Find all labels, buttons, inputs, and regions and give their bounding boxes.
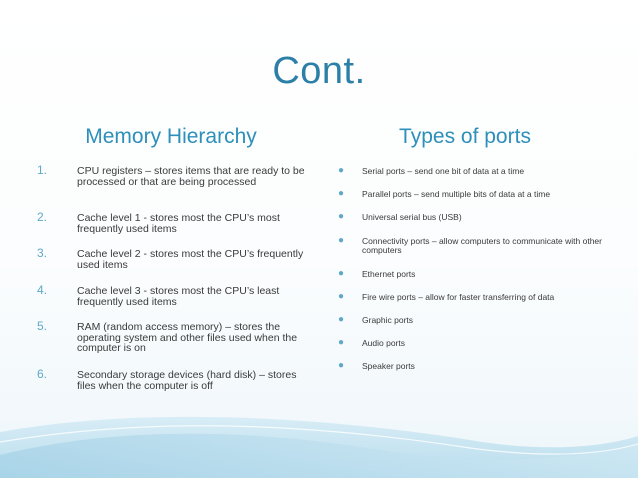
memory-hierarchy-heading: Memory Hierarchy (85, 125, 257, 148)
types-of-ports-heading: Types of ports (399, 125, 531, 148)
item-text: Parallel ports – send multiple bits of data at a time (362, 189, 551, 199)
slide-title: Cont. (272, 50, 366, 92)
item-number: 1. (37, 163, 48, 177)
bullet-icon: ● (338, 235, 345, 246)
item-text: Cache level 1 - stores most the CPU’s most frequently used items (77, 212, 280, 235)
item-text: Secondary storage devices (hard disk) – stores files when the computer is off (77, 369, 297, 392)
item-number: 3. (37, 246, 48, 260)
item-number: 4. (37, 283, 48, 297)
item-text: Graphic ports (362, 315, 414, 325)
item-text: Cache level 3 - stores most the CPU’s least frequently used items (77, 285, 280, 308)
item-text: Serial ports – send one bit of data at a time (362, 166, 525, 176)
bullet-icon: ● (338, 188, 345, 199)
bullet-icon: ● (338, 360, 345, 371)
item-text: Connectivity ports – allow computers to communicate with other computers (362, 236, 602, 256)
bullet-icon: ● (338, 268, 345, 279)
bullet-icon: ● (338, 337, 345, 348)
item-text: Fire wire ports – allow for faster transferring of data (362, 292, 555, 302)
item-text: Audio ports (362, 338, 405, 348)
item-text: Speaker ports (362, 361, 415, 371)
item-text: Cache level 2 - stores most the CPU’s frequently used items (77, 248, 304, 271)
item-text: Universal serial bus (USB) (362, 212, 462, 222)
item-number: 6. (37, 367, 48, 381)
bullet-icon: ● (338, 314, 345, 325)
bullet-icon: ● (338, 211, 345, 222)
item-number: 2. (37, 210, 48, 224)
item-text: RAM (random access memory) – stores the operating system and other files used when the computer is on (77, 321, 298, 355)
item-number: 5. (37, 319, 48, 333)
bullet-icon: ● (338, 165, 345, 176)
bullet-icon: ● (338, 291, 345, 302)
item-text: CPU registers – stores items that are ready to be processed or that are being processed (77, 165, 305, 188)
item-text: Ethernet ports (362, 269, 416, 279)
